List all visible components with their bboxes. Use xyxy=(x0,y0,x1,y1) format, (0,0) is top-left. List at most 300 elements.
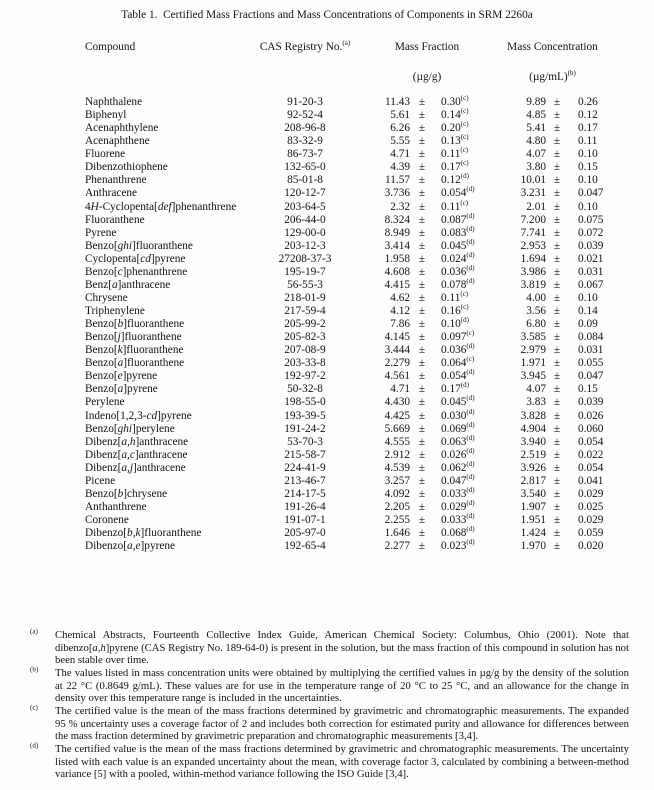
plus-minus-sign: ± xyxy=(418,435,426,448)
compound-cell: Dibenzo[a,e]pyrene xyxy=(85,540,176,553)
mass-fraction-uncertainty: 0.033$^{(d)}$ xyxy=(441,486,475,500)
plus-minus-sign: ± xyxy=(553,487,561,500)
plus-minus-sign: ± xyxy=(418,200,426,213)
plus-minus-sign: ± xyxy=(418,448,426,461)
table-row xyxy=(85,224,613,240)
mass-fraction-uncertainty: 0.20$^{(c)}$ xyxy=(441,120,469,135)
mass-concentration-value: 3.986 xyxy=(520,265,546,278)
uncertainty-footnote-marker: (d) xyxy=(466,459,475,468)
plus-minus-sign: ± xyxy=(418,357,426,370)
mass-concentration-value: 5.41 xyxy=(526,122,546,135)
footnote-text: Chemical Abstracts, Fourteenth Collective Index Guide, American Chemical Society: Columbus, Ohio (2001). Note that dibenzo[a,h]pyrene (CAS Registry No. 189-64-0) is present in the solution, but the mass fraction of this compound in solution has not been stable over time. xyxy=(55,629,629,667)
compound-cell: Dibenz[a,j]anthracene xyxy=(85,461,186,474)
mass-concentration-uncertainty: 0.15 xyxy=(578,383,598,396)
plus-minus-sign: ± xyxy=(418,213,426,226)
plus-minus-sign: ± xyxy=(553,344,561,357)
mass-concentration-uncertainty: 0.041 xyxy=(578,474,604,487)
mass-concentration-value: 1.970 xyxy=(520,540,546,553)
mass-fraction-units: (µg/g) xyxy=(412,71,442,83)
plus-minus-sign: ± xyxy=(418,148,426,161)
table-row xyxy=(85,318,613,331)
table-row xyxy=(85,383,613,396)
uncertainty-footnote-marker: (c) xyxy=(460,303,469,312)
mass-fraction-value: 3.414 xyxy=(384,239,410,252)
footnote xyxy=(30,743,629,781)
cas-cell: 213-46-7 xyxy=(284,474,326,487)
mass-concentration-value: 2.519 xyxy=(520,448,546,461)
mass-fraction-value: 4.561 xyxy=(384,370,410,383)
table-row xyxy=(85,266,613,279)
uncertainty-footnote-marker: (d) xyxy=(466,525,475,534)
mass-fraction-uncertainty: 0.069$^{(d)}$ xyxy=(441,420,475,435)
mass-fraction-uncertainty: 0.062$^{(d)}$ xyxy=(441,459,475,474)
plus-minus-sign: ± xyxy=(418,474,426,487)
mass-fraction-value: 1.646 xyxy=(384,527,410,540)
mass-concentration-value: 1.907 xyxy=(520,500,546,513)
plus-minus-sign: ± xyxy=(418,383,426,396)
mass-fraction-value: 5.55 xyxy=(390,135,410,148)
mass-concentration-value: 1.951 xyxy=(520,514,546,526)
cas-cell: 208-96-8 xyxy=(284,122,326,135)
mass-concentration-uncertainty: 0.054 xyxy=(578,435,604,448)
footnote xyxy=(30,705,629,743)
mass-fraction-value: 3.444 xyxy=(384,344,410,357)
mass-concentration-uncertainty: 0.020 xyxy=(578,540,604,553)
uncertainty-footnote-marker: (d) xyxy=(466,446,475,455)
mass-concentration-value: 9.89 xyxy=(526,96,546,108)
compound-cell: Benzo[ghi]fluoranthene xyxy=(85,239,193,252)
mass-fraction-value: 4.608 xyxy=(384,265,410,278)
uncertainty-footnote-marker: (d) xyxy=(466,512,475,521)
plus-minus-sign: ± xyxy=(418,305,426,317)
cas-cell: 203-64-5 xyxy=(284,200,326,213)
compound-cell: Biphenyl xyxy=(85,109,127,122)
table-row xyxy=(85,331,613,344)
footnote-marker: (a) xyxy=(30,627,38,636)
plus-minus-sign: ± xyxy=(418,318,426,331)
compound-cell: Benzo[j]fluoranthene xyxy=(85,331,182,344)
plus-minus-sign: ± xyxy=(418,226,426,239)
uncertainty-footnote-marker: (c) xyxy=(460,107,469,116)
compound-cell: Acenaphthene xyxy=(85,135,150,148)
mass-fraction-uncertainty: 0.047$^{(d)}$ xyxy=(441,473,475,487)
mass-concentration-uncertainty: 0.022 xyxy=(578,448,604,461)
cas-cell: 191-24-2 xyxy=(284,422,326,435)
mass-fraction-uncertainty: 0.063$^{(d)}$ xyxy=(441,433,475,448)
uncertainty-footnote-marker: (d) xyxy=(466,224,475,233)
plus-minus-sign: ± xyxy=(553,435,561,448)
uncertainty-footnote-marker: (d) xyxy=(466,420,475,429)
plus-minus-sign: ± xyxy=(418,291,426,304)
table-row xyxy=(85,122,613,135)
plus-minus-sign: ± xyxy=(553,305,561,317)
mass-concentration-value: 3.926 xyxy=(520,461,546,474)
mass-fraction-value: 2.279 xyxy=(384,357,410,370)
mass-concentration-uncertainty: 0.10 xyxy=(578,200,598,213)
mass-fraction-uncertainty: 0.11$^{(c)}$ xyxy=(441,198,469,213)
cas-cell: 224-41-9 xyxy=(284,461,326,474)
cas-cell: 205-82-3 xyxy=(284,331,326,344)
plus-minus-sign: ± xyxy=(553,540,561,553)
mass-concentration-uncertainty: 0.031 xyxy=(578,265,604,278)
compound-cell: Benzo[k]fluoranthene xyxy=(85,344,184,357)
mass-concentration-value: 3.231 xyxy=(520,187,546,200)
plus-minus-sign: ± xyxy=(418,278,426,291)
mass-fraction-uncertainty: 0.13$^{(c)}$ xyxy=(441,133,469,148)
cas-cell: 91-20-3 xyxy=(287,96,323,108)
mass-fraction-uncertainty: 0.024$^{(d)}$ xyxy=(441,250,475,265)
cas-cell: 27208-37-3 xyxy=(278,252,332,265)
uncertainty-footnote-marker: (d) xyxy=(466,237,475,246)
mass-fraction-value: 1.958 xyxy=(384,252,410,265)
table-row xyxy=(85,148,613,161)
mass-concentration-uncertainty: 0.055 xyxy=(578,357,604,370)
cas-cell: 207-08-9 xyxy=(284,344,326,357)
footnote-marker: (d) xyxy=(30,741,39,750)
table-row xyxy=(85,433,613,449)
uncertainty-footnote-marker: (d) xyxy=(466,538,475,547)
plus-minus-sign: ± xyxy=(418,409,426,422)
mass-fraction-value: 4.62 xyxy=(390,291,410,304)
mass-fraction-value: 4.430 xyxy=(384,396,410,409)
plus-minus-sign: ± xyxy=(553,135,561,148)
uncertainty-footnote-marker: (d) xyxy=(466,264,475,273)
mass-concentration-uncertainty: 0.09 xyxy=(578,318,598,331)
mass-fraction-value: 2.32 xyxy=(390,200,410,213)
table-row xyxy=(85,109,613,122)
plus-minus-sign: ± xyxy=(553,239,561,252)
compound-cell: Benzo[e]pyrene xyxy=(85,370,158,383)
plus-minus-sign: ± xyxy=(418,109,426,122)
uncertainty-footnote-marker: (c) xyxy=(460,198,469,207)
mass-concentration-value: 2.979 xyxy=(520,344,546,357)
plus-minus-sign: ± xyxy=(418,344,426,357)
compound-cell: Dibenzo[b,k]fluoranthene xyxy=(85,527,202,540)
mass-fraction-uncertainty: 0.045$^{(d)}$ xyxy=(441,394,475,409)
compound-cell: Fluoranthene xyxy=(85,213,145,226)
plus-minus-sign: ± xyxy=(553,265,561,278)
mass-fraction-value: 2.277 xyxy=(384,540,410,553)
table-row xyxy=(85,187,613,200)
plus-minus-sign: ± xyxy=(553,422,561,435)
mass-concentration-value: 4.904 xyxy=(520,422,546,435)
compound-cell: 4H-Cyclopenta[def]phenanthrene xyxy=(85,200,237,213)
table-row xyxy=(85,211,613,227)
table-row xyxy=(85,174,613,187)
mass-fraction-uncertainty: 0.036$^{(d)}$ xyxy=(441,264,475,278)
mass-fraction-value: 6.26 xyxy=(390,122,410,135)
plus-minus-sign: ± xyxy=(553,213,561,226)
table-row xyxy=(85,407,613,423)
mass-fraction-value: 7.86 xyxy=(390,318,410,331)
mass-concentration-uncertainty: 0.031 xyxy=(578,344,604,357)
cas-cell: 215-58-7 xyxy=(284,448,326,461)
cas-cell: 192-97-2 xyxy=(284,370,326,383)
compound-cell: Anthanthrene xyxy=(85,500,147,513)
cas-cell: 50-32-8 xyxy=(287,383,323,396)
mass-fraction-value: 11.43 xyxy=(385,96,410,108)
mass-fraction-uncertainty: 0.30$^{(c)}$ xyxy=(441,94,469,108)
compound-cell: Chrysene xyxy=(85,291,128,304)
table-row xyxy=(85,420,613,436)
mass-concentration-value: 2.01 xyxy=(526,200,546,213)
mass-fraction-uncertainty: 0.083$^{(d)}$ xyxy=(441,224,475,239)
mass-concentration-value: 4.07 xyxy=(526,383,546,396)
mass-concentration-units-footnote-marker: (b) xyxy=(567,69,576,78)
cas-cell: 191-07-1 xyxy=(284,514,326,526)
compound-cell: Indeno[1,2,3-cd]pyrene xyxy=(85,409,192,422)
uncertainty-footnote-marker: (d) xyxy=(460,381,469,390)
footnote-text: The certified value is the mean of the mass fractions determined by gravimetric and chromatographic measurements. The uncertainty listed with each value is an expanded uncertainty about the mean, with coverage factor 3, calculated by combining a between-method variance [5] with a pooled, within-method variance following the ISO Guide [3,4]. xyxy=(55,742,629,781)
plus-minus-sign: ± xyxy=(553,252,561,265)
mass-concentration-uncertainty: 0.054 xyxy=(578,461,604,474)
mass-concentration-uncertainty: 0.072 xyxy=(578,226,604,239)
table-row xyxy=(85,396,613,409)
mass-fraction-uncertainty: 0.11$^{(c)}$ xyxy=(441,290,469,304)
mass-concentration-value: 4.07 xyxy=(526,148,546,161)
mass-fraction-uncertainty: 0.054$^{(d)}$ xyxy=(441,185,475,200)
table-units-row xyxy=(85,71,611,83)
table-row xyxy=(85,279,613,292)
mass-concentration-uncertainty: 0.12 xyxy=(578,109,598,122)
cas-header-label: CAS Registry No. xyxy=(259,41,343,53)
plus-minus-sign: ± xyxy=(553,383,561,396)
column-header-mass-fraction: Mass Fraction xyxy=(394,41,460,53)
cas-cell: 53-70-3 xyxy=(287,435,323,448)
mass-concentration-units xyxy=(494,71,611,83)
mass-fraction-uncertainty: 0.17$^{(c)}$ xyxy=(441,159,469,174)
mass-fraction-value: 4.71 xyxy=(390,383,410,396)
plus-minus-sign: ± xyxy=(553,396,561,409)
cas-cell: 195-19-7 xyxy=(284,265,326,278)
plus-minus-sign: ± xyxy=(553,370,561,383)
mass-concentration-uncertainty: 0.029 xyxy=(578,514,604,526)
compound-cell: Picene xyxy=(85,474,116,487)
mass-concentration-uncertainty: 0.084 xyxy=(578,331,604,344)
mass-fraction-value: 4.555 xyxy=(384,435,410,448)
mass-concentration-uncertainty: 0.026 xyxy=(578,409,604,422)
table-row xyxy=(85,459,613,475)
cas-cell: 192-65-4 xyxy=(284,540,326,553)
cas-cell: 83-32-9 xyxy=(287,135,323,148)
compound-cell: Benzo[a]pyrene xyxy=(85,383,158,396)
mass-fraction-value: 4.71 xyxy=(390,148,410,161)
mass-fraction-uncertainty: 0.026$^{(d)}$ xyxy=(441,446,475,461)
mass-concentration-uncertainty: 0.17 xyxy=(578,122,598,135)
plus-minus-sign: ± xyxy=(418,96,426,108)
table-row xyxy=(85,344,613,357)
compound-cell: Benzo[ghi]perylene xyxy=(85,422,175,435)
mass-concentration-uncertainty: 0.10 xyxy=(578,291,598,304)
mass-fraction-value: 5.669 xyxy=(384,422,410,435)
cas-cell: 193-39-5 xyxy=(284,409,326,422)
plus-minus-sign: ± xyxy=(553,109,561,122)
table-header-row xyxy=(85,41,611,53)
plus-minus-sign: ± xyxy=(418,187,426,200)
uncertainty-footnote-marker: (c) xyxy=(466,355,475,364)
compound-cell: Benzo[b]fluoranthene xyxy=(85,318,185,331)
plus-minus-sign: ± xyxy=(418,514,426,526)
mass-concentration-value: 3.83 xyxy=(526,396,546,409)
plus-minus-sign: ± xyxy=(553,174,561,187)
mass-fraction-value: 4.092 xyxy=(384,487,410,500)
cas-cell: 86-73-7 xyxy=(287,148,323,161)
table-row xyxy=(85,446,613,462)
plus-minus-sign: ± xyxy=(418,161,426,174)
mass-concentration-value: 3.56 xyxy=(526,305,546,317)
plus-minus-sign: ± xyxy=(418,265,426,278)
mass-fraction-uncertainty: 0.054$^{(d)}$ xyxy=(441,368,475,383)
cas-header-footnote-marker: (a) xyxy=(342,39,351,48)
mass-concentration-value: 1.694 xyxy=(520,252,546,265)
plus-minus-sign: ± xyxy=(553,278,561,291)
mass-concentration-uncertainty: 0.10 xyxy=(578,148,598,161)
plus-minus-sign: ± xyxy=(553,500,561,513)
uncertainty-footnote-marker: (c) xyxy=(460,133,469,142)
plus-minus-sign: ± xyxy=(553,187,561,200)
uncertainty-footnote-marker: (d) xyxy=(466,499,475,508)
mass-fraction-value: 8.324 xyxy=(384,213,410,226)
table-row xyxy=(85,135,613,148)
mass-fraction-uncertainty: 0.14$^{(c)}$ xyxy=(441,107,469,122)
mass-concentration-uncertainty: 0.025 xyxy=(578,500,604,513)
plus-minus-sign: ± xyxy=(553,200,561,213)
plus-minus-sign: ± xyxy=(418,135,426,148)
uncertainty-footnote-marker: (c) xyxy=(460,120,469,129)
footnote-marker: (b) xyxy=(30,665,39,674)
mass-fraction-value: 3.257 xyxy=(384,474,410,487)
cas-cell: 120-12-7 xyxy=(284,187,326,200)
uncertainty-footnote-marker: (d) xyxy=(466,433,475,442)
mass-concentration-value: 3.585 xyxy=(520,331,546,344)
uncertainty-footnote-marker: (d) xyxy=(466,486,475,495)
mass-fraction-value: 4.145 xyxy=(384,331,410,344)
footnote-marker: (c) xyxy=(30,703,38,712)
compound-cell: Coronene xyxy=(85,514,129,526)
cas-cell: 218-01-9 xyxy=(284,291,326,304)
footnote-text: The certified value is the mean of the mass fractions determined by gravimetric and chromatographic measurements. The expanded 95 % uncertainty uses a coverage factor of 2 and includes both correction for estimated purity and allowance for differences between the mass fraction determined by gravimetric preparation and chromatographic measurements [3,4]. xyxy=(55,704,629,743)
plus-minus-sign: ± xyxy=(418,396,426,409)
cas-cell: 56-55-3 xyxy=(287,278,323,291)
plus-minus-sign: ± xyxy=(553,461,561,474)
table-row xyxy=(85,475,613,488)
uncertainty-footnote-marker: (c) xyxy=(466,329,475,338)
table-row xyxy=(85,292,613,305)
plus-minus-sign: ± xyxy=(418,500,426,513)
mass-concentration-uncertainty: 0.26 xyxy=(578,96,598,108)
mass-fraction-uncertainty: 0.10$^{(d)}$ xyxy=(441,316,469,331)
mass-concentration-value: 3.819 xyxy=(520,278,546,291)
plus-minus-sign: ± xyxy=(553,357,561,370)
mass-fraction-value: 2.912 xyxy=(384,448,410,461)
cas-cell: 217-59-4 xyxy=(284,305,326,317)
plus-minus-sign: ± xyxy=(553,474,561,487)
cas-cell: 191-26-4 xyxy=(284,500,326,513)
mass-concentration-value: 3.945 xyxy=(520,370,546,383)
mass-fraction-uncertainty: 0.030$^{(d)}$ xyxy=(441,407,475,422)
mass-concentration-uncertainty: 0.039 xyxy=(578,396,604,409)
mass-concentration-uncertainty: 0.021 xyxy=(578,252,604,265)
compound-cell: Dibenz[a,c]anthracene xyxy=(85,448,188,461)
plus-minus-sign: ± xyxy=(553,514,561,526)
mass-fraction-value: 4.12 xyxy=(390,305,410,317)
mass-concentration-value: 4.85 xyxy=(526,109,546,122)
plus-minus-sign: ± xyxy=(418,540,426,553)
compound-cell: Dibenzothiophene xyxy=(85,161,168,174)
compound-cell: Perylene xyxy=(85,396,125,409)
compound-cell: Triphenylene xyxy=(85,305,145,317)
mass-fraction-uncertainty: 0.17$^{(d)}$ xyxy=(441,381,469,396)
uncertainty-footnote-marker: (c) xyxy=(460,159,469,168)
mass-concentration-uncertainty: 0.047 xyxy=(578,370,604,383)
mass-concentration-value: 3.80 xyxy=(526,161,546,174)
plus-minus-sign: ± xyxy=(418,252,426,265)
mass-concentration-uncertainty: 0.029 xyxy=(578,487,604,500)
mass-fraction-value: 11.57 xyxy=(385,174,410,187)
mass-fraction-uncertainty: 0.16$^{(c)}$ xyxy=(441,303,469,317)
mass-fraction-uncertainty: 0.029$^{(d)}$ xyxy=(441,499,475,513)
column-header-cas xyxy=(250,41,360,53)
footnote xyxy=(30,667,629,705)
uncertainty-footnote-marker: (d) xyxy=(466,277,475,286)
column-header-mass-concentration: Mass Concentration xyxy=(507,41,598,53)
plus-minus-sign: ± xyxy=(553,291,561,304)
compound-cell: Phenanthrene xyxy=(85,174,147,187)
footnote xyxy=(30,629,629,667)
cas-cell: 85-01-8 xyxy=(287,174,323,187)
cas-cell: 129-00-0 xyxy=(284,226,326,239)
uncertainty-footnote-marker: (c) xyxy=(460,94,469,103)
cas-cell: 203-12-3 xyxy=(284,239,326,252)
plus-minus-sign: ± xyxy=(553,96,561,108)
mass-concentration-value: 4.00 xyxy=(526,291,546,304)
mass-fraction-value: 4.415 xyxy=(384,278,410,291)
table-body xyxy=(85,96,613,553)
cas-cell: 203-33-8 xyxy=(284,357,326,370)
plus-minus-sign: ± xyxy=(553,148,561,161)
compound-cell: Cyclopenta[cd]pyrene xyxy=(85,252,186,265)
mass-fraction-uncertainty: 0.033$^{(d)}$ xyxy=(441,512,475,526)
compound-cell: Benzo[c]phenanthrene xyxy=(85,265,188,278)
cas-cell: 214-17-5 xyxy=(284,487,326,500)
plus-minus-sign: ± xyxy=(418,174,426,187)
compound-cell: Acenaphthylene xyxy=(85,122,159,135)
compound-cell: Pyrene xyxy=(85,226,117,239)
plus-minus-sign: ± xyxy=(418,461,426,474)
uncertainty-footnote-marker: (d) xyxy=(466,250,475,259)
plus-minus-sign: ± xyxy=(553,318,561,331)
mass-fraction-value: 4.39 xyxy=(390,161,410,174)
uncertainty-footnote-marker: (d) xyxy=(466,211,475,220)
table-row xyxy=(85,514,613,527)
uncertainty-footnote-marker: (c) xyxy=(460,146,469,155)
plus-minus-sign: ± xyxy=(418,331,426,344)
mass-fraction-uncertainty: 0.087$^{(d)}$ xyxy=(441,211,475,226)
table-row xyxy=(85,501,613,514)
uncertainty-footnote-marker: (d) xyxy=(460,316,469,325)
mass-fraction-uncertainty: 0.023$^{(d)}$ xyxy=(441,538,475,553)
plus-minus-sign: ± xyxy=(553,331,561,344)
uncertainty-footnote-marker: (d) xyxy=(466,394,475,403)
mass-concentration-uncertainty: 0.047 xyxy=(578,187,604,200)
uncertainty-footnote-marker: (d) xyxy=(460,172,469,181)
mass-concentration-value: 7.741 xyxy=(520,226,546,239)
mass-fraction-value: 2.205 xyxy=(384,500,410,513)
plus-minus-sign: ± xyxy=(418,422,426,435)
plus-minus-sign: ± xyxy=(553,161,561,174)
footnotes-section xyxy=(30,629,629,781)
compound-cell: Fluorene xyxy=(85,148,126,161)
